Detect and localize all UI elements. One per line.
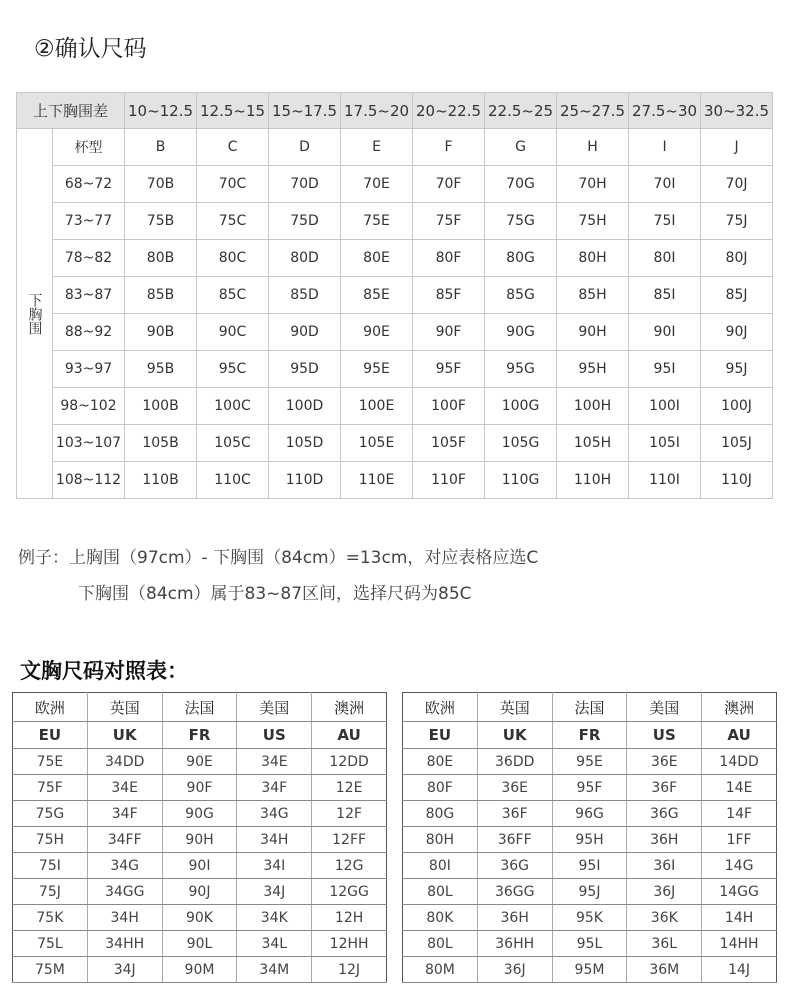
conversion-cell: 90K (162, 905, 237, 931)
region-header-cell: 澳洲 (312, 693, 387, 722)
conversion-cell: 36F (627, 775, 702, 801)
table-row (13, 775, 387, 801)
conversion-cell: 12F (312, 801, 387, 827)
size-cell: 80H (557, 240, 629, 277)
conversion-cell: 34F (237, 775, 312, 801)
table-row (403, 801, 777, 827)
size-cell: 90D (269, 314, 341, 351)
conversion-cell: 95F (552, 775, 627, 801)
diff-header-label: 上下胸围差 (17, 93, 125, 129)
conversion-cell: 36HH (477, 931, 552, 957)
conversion-cell: 34GG (87, 879, 162, 905)
conversion-cell: 34I (237, 853, 312, 879)
table-row (13, 749, 387, 775)
size-cell: 110F (413, 462, 485, 499)
table-row (403, 879, 777, 905)
conversion-cell: 12FF (312, 827, 387, 853)
conversion-cell: 34H (87, 905, 162, 931)
diff-range-cell: 15~17.5 (269, 93, 341, 129)
conversion-cell: 34H (237, 827, 312, 853)
size-cell: 85D (269, 277, 341, 314)
size-cell: 95J (701, 351, 773, 388)
conversion-title: 文胸尺码对照表： (20, 659, 188, 683)
size-cell: 75J (701, 203, 773, 240)
size-cell: 100I (629, 388, 701, 425)
size-cell: 105D (269, 425, 341, 462)
conversion-header-row (403, 693, 777, 722)
conversion-cell: 14GG (702, 879, 777, 905)
cup-cell: G (485, 129, 557, 166)
conversion-cell: 75J (13, 879, 88, 905)
conversion-cell: 80E (403, 749, 478, 775)
table-row (17, 425, 773, 462)
size-cell: 80B (125, 240, 197, 277)
table-row (13, 801, 387, 827)
size-cell: 80F (413, 240, 485, 277)
size-cell: 70J (701, 166, 773, 203)
table-row (403, 775, 777, 801)
size-cell: 90E (341, 314, 413, 351)
conversion-code-row (13, 722, 387, 749)
conversion-table-right (402, 692, 777, 983)
size-cell: 110B (125, 462, 197, 499)
diff-range-cell: 25~27.5 (557, 93, 629, 129)
size-cell: 75C (197, 203, 269, 240)
size-cell: 95F (413, 351, 485, 388)
table-row (13, 879, 387, 905)
size-cell: 95H (557, 351, 629, 388)
diff-range-cell: 10~12.5 (125, 93, 197, 129)
size-cell: 85G (485, 277, 557, 314)
size-cell: 90F (413, 314, 485, 351)
size-cell: 100E (341, 388, 413, 425)
size-cell: 90B (125, 314, 197, 351)
underbust-range-cell: 88~92 (53, 314, 125, 351)
size-cell: 95D (269, 351, 341, 388)
conversion-code-row (403, 722, 777, 749)
size-cell: 80C (197, 240, 269, 277)
size-cell: 100G (485, 388, 557, 425)
underbust-range-cell: 83~87 (53, 277, 125, 314)
size-cell: 100F (413, 388, 485, 425)
region-code-cell: EU (403, 722, 478, 749)
conversion-cell: 14HH (702, 931, 777, 957)
conversion-cell: 14DD (702, 749, 777, 775)
conversion-cell: 34FF (87, 827, 162, 853)
size-cell: 75E (341, 203, 413, 240)
size-cell: 100J (701, 388, 773, 425)
region-code-cell: FR (552, 722, 627, 749)
conversion-cell: 12E (312, 775, 387, 801)
table-row (17, 166, 773, 203)
underbust-range-cell: 98~102 (53, 388, 125, 425)
region-code-cell: US (237, 722, 312, 749)
table-row (17, 314, 773, 351)
table-row (403, 827, 777, 853)
conversion-cell: 95M (552, 957, 627, 983)
size-cell: 105J (701, 425, 773, 462)
conversion-cell: 36GG (477, 879, 552, 905)
conversion-cell: 36H (477, 905, 552, 931)
cup-cell: C (197, 129, 269, 166)
size-cell: 80E (341, 240, 413, 277)
conversion-cell: 34L (237, 931, 312, 957)
size-cell: 90G (485, 314, 557, 351)
size-cell: 85I (629, 277, 701, 314)
region-code-cell: AU (312, 722, 387, 749)
underbust-range-cell: 78~82 (53, 240, 125, 277)
underbust-side-label: 下胸围 (17, 129, 53, 499)
size-cell: 70E (341, 166, 413, 203)
conversion-cell: 12DD (312, 749, 387, 775)
size-cell: 105G (485, 425, 557, 462)
size-cell: 95C (197, 351, 269, 388)
conversion-cell: 36L (627, 931, 702, 957)
conversion-cell: 80L (403, 879, 478, 905)
conversion-cell: 80I (403, 853, 478, 879)
region-header-cell: 美国 (237, 693, 312, 722)
cup-cell: E (341, 129, 413, 166)
conversion-cell: 75L (13, 931, 88, 957)
size-cell: 80G (485, 240, 557, 277)
region-code-cell: US (627, 722, 702, 749)
region-header-cell: 美国 (627, 693, 702, 722)
conversion-cell: 14H (702, 905, 777, 931)
size-cell: 110J (701, 462, 773, 499)
conversion-cell: 14E (702, 775, 777, 801)
size-table (16, 92, 773, 499)
conversion-cell: 14G (702, 853, 777, 879)
size-cell: 75G (485, 203, 557, 240)
underbust-range-cell: 68~72 (53, 166, 125, 203)
size-cell: 110H (557, 462, 629, 499)
conversion-cell: 36E (627, 749, 702, 775)
conversion-cell: 36FF (477, 827, 552, 853)
size-cell: 95I (629, 351, 701, 388)
size-cell: 75I (629, 203, 701, 240)
size-cell: 95G (485, 351, 557, 388)
size-cell: 110C (197, 462, 269, 499)
conversion-cell: 90E (162, 749, 237, 775)
size-cell: 80I (629, 240, 701, 277)
conversion-cell: 14F (702, 801, 777, 827)
size-cell: 85C (197, 277, 269, 314)
size-cell: 105E (341, 425, 413, 462)
conversion-cell: 12GG (312, 879, 387, 905)
conversion-cell: 34F (87, 801, 162, 827)
cup-cell: H (557, 129, 629, 166)
conversion-cell: 95H (552, 827, 627, 853)
underbust-range-cell: 73~77 (53, 203, 125, 240)
underbust-range-cell: 103~107 (53, 425, 125, 462)
table-row (17, 462, 773, 499)
conversion-cell: 95K (552, 905, 627, 931)
region-header-cell: 法国 (162, 693, 237, 722)
size-cell: 85H (557, 277, 629, 314)
size-cell: 90J (701, 314, 773, 351)
conversion-cell: 95L (552, 931, 627, 957)
conversion-cell: 80G (403, 801, 478, 827)
conversion-cell: 75H (13, 827, 88, 853)
region-header-cell: 英国 (87, 693, 162, 722)
size-cell: 105F (413, 425, 485, 462)
diff-range-cell: 17.5~20 (341, 93, 413, 129)
size-cell: 70D (269, 166, 341, 203)
size-cell: 85J (701, 277, 773, 314)
size-cell: 105I (629, 425, 701, 462)
size-cell: 80J (701, 240, 773, 277)
conversion-cell: 36K (627, 905, 702, 931)
example-line-1: 例子：上胸围（97cm）- 下胸围（84cm）=13cm，对应表格应选C (18, 548, 539, 568)
conversion-cell: 75K (13, 905, 88, 931)
size-cell: 110D (269, 462, 341, 499)
conversion-cell: 75G (13, 801, 88, 827)
size-cell: 90I (629, 314, 701, 351)
table-row (13, 827, 387, 853)
size-cell: 70I (629, 166, 701, 203)
region-header-cell: 法国 (552, 693, 627, 722)
size-cell: 100H (557, 388, 629, 425)
size-cell: 110E (341, 462, 413, 499)
conversion-cell: 34DD (87, 749, 162, 775)
size-cell: 70F (413, 166, 485, 203)
size-cell: 110I (629, 462, 701, 499)
conversion-cell: 12H (312, 905, 387, 931)
conversion-cell: 95E (552, 749, 627, 775)
size-cell: 100B (125, 388, 197, 425)
region-code-cell: UK (477, 722, 552, 749)
underbust-range-cell: 108~112 (53, 462, 125, 499)
table-row (403, 931, 777, 957)
conversion-cell: 12HH (312, 931, 387, 957)
region-header-cell: 英国 (477, 693, 552, 722)
size-cell: 70G (485, 166, 557, 203)
conversion-table-left (12, 692, 387, 983)
conversion-cell: 80L (403, 931, 478, 957)
region-code-cell: FR (162, 722, 237, 749)
diff-range-cell: 27.5~30 (629, 93, 701, 129)
conversion-cell: 90M (162, 957, 237, 983)
conversion-cell: 36I (627, 853, 702, 879)
table-row (13, 957, 387, 983)
conversion-cell: 90L (162, 931, 237, 957)
conversion-cell: 34E (237, 749, 312, 775)
conversion-cell: 80H (403, 827, 478, 853)
size-cell: 80D (269, 240, 341, 277)
conversion-cell: 34J (87, 957, 162, 983)
size-cell: 90C (197, 314, 269, 351)
size-cell: 75F (413, 203, 485, 240)
underbust-range-cell: 93~97 (53, 351, 125, 388)
size-cell: 105H (557, 425, 629, 462)
table-row (13, 905, 387, 931)
size-cell: 75B (125, 203, 197, 240)
example-line-2: 下胸围（84cm）属于83~87区间，选择尺码为85C (78, 584, 472, 604)
conversion-cell: 80K (403, 905, 478, 931)
region-code-cell: UK (87, 722, 162, 749)
conversion-cell: 12G (312, 853, 387, 879)
conversion-cell: 36J (627, 879, 702, 905)
conversion-cell: 36DD (477, 749, 552, 775)
diff-range-cell: 12.5~15 (197, 93, 269, 129)
conversion-cell: 36J (477, 957, 552, 983)
size-cell: 85B (125, 277, 197, 314)
size-cell: 90H (557, 314, 629, 351)
size-cell: 110G (485, 462, 557, 499)
size-cell: 100C (197, 388, 269, 425)
table-row (17, 240, 773, 277)
conversion-cell: 90G (162, 801, 237, 827)
region-code-cell: AU (702, 722, 777, 749)
cup-cell: I (629, 129, 701, 166)
conversion-cell: 90J (162, 879, 237, 905)
table-row (403, 853, 777, 879)
size-cell: 100D (269, 388, 341, 425)
diff-range-cell: 20~22.5 (413, 93, 485, 129)
conversion-cell: 90H (162, 827, 237, 853)
table-row (403, 957, 777, 983)
size-cell: 70C (197, 166, 269, 203)
cup-cell: F (413, 129, 485, 166)
conversion-cell: 75I (13, 853, 88, 879)
conversion-cell: 34K (237, 905, 312, 931)
size-cell: 95B (125, 351, 197, 388)
conversion-cell: 90F (162, 775, 237, 801)
size-cell: 85E (341, 277, 413, 314)
conversion-cell: 1FF (702, 827, 777, 853)
size-cell: 85F (413, 277, 485, 314)
conversion-cell: 90I (162, 853, 237, 879)
table-row (403, 749, 777, 775)
conversion-cell: 95J (552, 879, 627, 905)
size-cell: 105B (125, 425, 197, 462)
cup-cell: D (269, 129, 341, 166)
region-header-cell: 澳洲 (702, 693, 777, 722)
size-cell: 95E (341, 351, 413, 388)
conversion-cell: 36F (477, 801, 552, 827)
conversion-cell: 34E (87, 775, 162, 801)
conversion-cell: 95I (552, 853, 627, 879)
example-note (18, 540, 538, 612)
conversion-cell: 75M (13, 957, 88, 983)
table-row (13, 931, 387, 957)
conversion-cell: 14J (702, 957, 777, 983)
diff-range-cell: 22.5~25 (485, 93, 557, 129)
size-cell: 105C (197, 425, 269, 462)
diff-range-cell: 30~32.5 (701, 93, 773, 129)
conversion-cell: 34HH (87, 931, 162, 957)
cup-cell: B (125, 129, 197, 166)
size-cell: 75D (269, 203, 341, 240)
region-header-cell: 欧洲 (403, 693, 478, 722)
size-table-header-row (17, 93, 773, 129)
conversion-cell: 80F (403, 775, 478, 801)
conversion-cell: 34J (237, 879, 312, 905)
conversion-cell: 36G (477, 853, 552, 879)
region-code-cell: EU (13, 722, 88, 749)
conversion-cell: 36H (627, 827, 702, 853)
cup-label: 杯型 (53, 129, 125, 166)
size-cell: 75H (557, 203, 629, 240)
conversion-cell: 80M (403, 957, 478, 983)
page-title: ②确认尺码 (34, 36, 147, 62)
cup-cell: J (701, 129, 773, 166)
table-row (17, 388, 773, 425)
conversion-cell: 36E (477, 775, 552, 801)
table-row (17, 203, 773, 240)
region-header-cell: 欧洲 (13, 693, 88, 722)
conversion-cell: 75E (13, 749, 88, 775)
conversion-cell: 12J (312, 957, 387, 983)
conversion-cell: 34G (237, 801, 312, 827)
size-cell: 70H (557, 166, 629, 203)
conversion-header-row (13, 693, 387, 722)
conversion-cell: 96G (552, 801, 627, 827)
table-row (13, 853, 387, 879)
size-cell: 70B (125, 166, 197, 203)
conversion-cell: 36G (627, 801, 702, 827)
conversion-cell: 75F (13, 775, 88, 801)
table-row (403, 905, 777, 931)
conversion-cell: 34M (237, 957, 312, 983)
cup-row (17, 129, 773, 166)
table-row (17, 351, 773, 388)
conversion-cell: 36M (627, 957, 702, 983)
table-row (17, 277, 773, 314)
conversion-cell: 34G (87, 853, 162, 879)
